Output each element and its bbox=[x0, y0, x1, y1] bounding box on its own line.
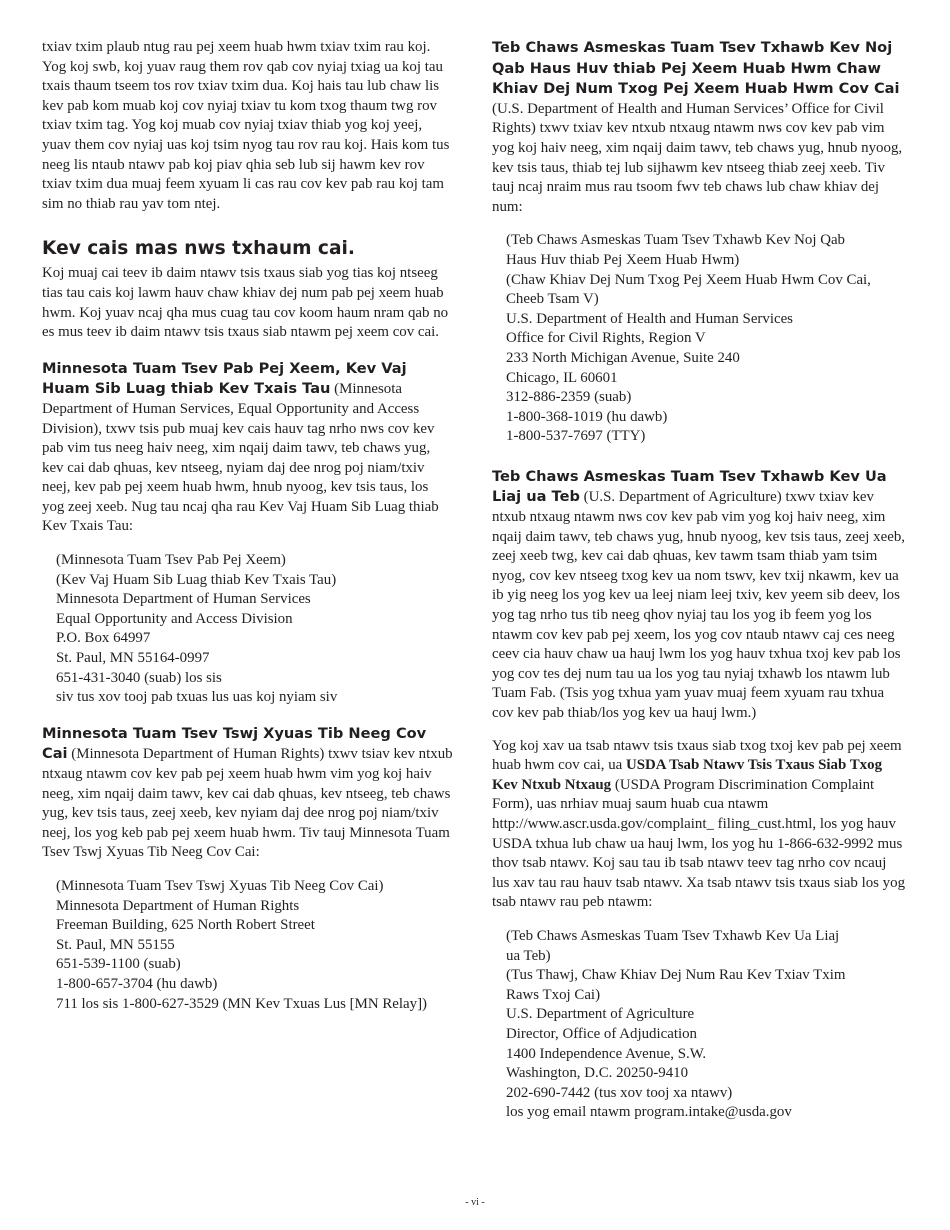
mn-dhr-heading: Minnesota Tuam Tsev Tswj Xyuas Tib Neeg Cov Cai bbox=[42, 724, 427, 763]
hhs-block bbox=[492, 38, 906, 447]
usda-form-paragraph bbox=[492, 737, 906, 913]
phone-line: 1-800-368-1019 (hu dawb) bbox=[506, 408, 668, 425]
mn-dhr-paragraph bbox=[42, 724, 453, 863]
address-line: U.S. Department of Agriculture bbox=[506, 1006, 695, 1023]
hhs-paragraph bbox=[492, 38, 906, 217]
address-line: 1400 Independence Avenue, S.W. bbox=[506, 1045, 707, 1062]
right-column bbox=[492, 38, 906, 1123]
intro-paragraph: txiav txim plaub ntug rau pej xeem huab hwm txiav txim rau koj. Yog koj swb, koj yuav raug them rov qab cov nyiaj txiag ua koj tau txais thaum tseem tos rov txiav txim dua. Koj hais tau lub chaw lis kev pab kom muab koj cov nyiaj txiav tu kom txog thaum twg rov txiav txim tag. Yog koj muab cov nyiaj txiav thiab yog koj yeej, yuav them cov nyiaj uas koj tsim nyog tau rov rau koj. Hais kom tus neeg lis ntaub ntawv pab koj piav qhia seb lub sij hawm kev rov txiav txim dua muaj feem xyuam li cas rau cov kev pab rau koj tam sim no thiab rau yav tom ntej. bbox=[42, 39, 450, 212]
address-line: Cheeb Tsam V) bbox=[506, 291, 599, 308]
section-title: Kev cais mas nws txhaum cai. bbox=[42, 238, 355, 260]
address-line: Washington, D.C. 20250-9410 bbox=[506, 1065, 689, 1082]
usda-paragraph bbox=[492, 467, 906, 724]
hhs-address bbox=[492, 231, 906, 447]
address-line: Raws Txoj Cai) bbox=[506, 986, 601, 1003]
phone-line: 202-690-7442 (tus xov tooj xa ntawv) bbox=[506, 1084, 733, 1101]
address-line: (Kev Vaj Huam Sib Luag thiab Kev Txais Tau) bbox=[56, 571, 337, 588]
phone-line: 651-539-1100 (suab) bbox=[56, 956, 181, 973]
address-line: Director, Office of Adjudication bbox=[506, 1025, 697, 1042]
usda-form-pre: Yog koj xav ua tsab ntawv tsis txaus siab txog txoj kev pab pej xeem huab hwm cov cai, ua bbox=[492, 737, 902, 774]
address-line: Minnesota Department of Human Services bbox=[56, 591, 311, 608]
left-column bbox=[42, 38, 453, 1014]
address-line: Equal Opportunity and Access Division bbox=[56, 610, 293, 627]
section-paragraph: Koj muaj cai teev ib daim ntawv tsis txaus siab yog tias koj ntseeg tias tau cais koj lawm hauv chaw khiav dej num pab pej xeem huab hwm. Koj yuav ncaj qha mus cuag tau cov koom haum nram qab no es mus teev ib daim ntawv tsis txaus siab ntawm pej xeem cov cai. bbox=[42, 265, 449, 341]
address-line: P.O. Box 64997 bbox=[56, 630, 151, 647]
usda-block bbox=[492, 467, 906, 1123]
address-line: (Minnesota Tuam Tsev Pab Pej Xeem) bbox=[56, 552, 286, 569]
phone-line: 1-800-537-7697 (TTY) bbox=[506, 428, 646, 445]
address-line: siv tus xov tooj pab txuas lus uas koj nyiam siv bbox=[56, 689, 338, 706]
address-line: U.S. Department of Health and Human Services bbox=[506, 310, 793, 327]
usda-heading: Teb Chaws Asmeskas Tuam Tsev Txhawb Kev Ua Liaj ua Teb bbox=[492, 467, 887, 506]
address-line: (Chaw Khiav Dej Num Txog Pej Xeem Huab Hwm Cov Cai, bbox=[506, 271, 871, 288]
mn-dhs-block bbox=[42, 359, 453, 708]
page-number: - vi - bbox=[465, 1197, 485, 1208]
address-line: (Teb Chaws Asmeskas Tuam Tsev Txhawb Kev Ua Liaj bbox=[506, 927, 840, 944]
address-line: St. Paul, MN 55155 bbox=[56, 936, 175, 953]
hhs-heading: Teb Chaws Asmeskas Tuam Tsev Txhawb Kev Noj Qab Haus Huv thiab Pej Xeem Huab Hwm Chaw Khiav Dej Num Txog Pej Xeem Huab Hwm Cov Cai bbox=[492, 39, 900, 98]
address-line: Haus Huv thiab Pej Xeem Huab Hwm) bbox=[506, 251, 740, 268]
mn-dhs-heading: Minnesota Tuam Tsev Pab Pej Xeem, Kev Vaj Huam Sib Luag thiab Kev Txais Tau bbox=[42, 359, 407, 398]
usda-form-title: USDA Tsab Ntawv Tsis Txaus Siab Txog Kev Ntxub Ntxaug bbox=[492, 757, 883, 793]
address-line: (Tus Thawj, Chaw Khiav Dej Num Rau Kev Txiav Txim bbox=[506, 967, 846, 984]
address-line: St. Paul, MN 55164-0997 bbox=[56, 650, 210, 667]
mn-dhr-block bbox=[42, 724, 453, 1014]
usda-form-post: (USDA Program Discrimination Complaint Form), uas nrhiav muaj saum huab cua ntawm http://www.ascr.usda.gov/complaint_ filing_cust.html, los yog hauv USDA txhua lub chaw ua hauj lwm, los yog hu 1-866-632-9992 mus thov tsab ntawv. Koj sau tau ib tsab ntawv teev tag nrho cov ncauj lus xav tau rau hauv tsab ntawv. Xa tsab ntawv tsis txaus siab los yog tsab ntawv rau peb ntawm: bbox=[492, 776, 906, 911]
mn-dhs-paragraph bbox=[42, 359, 453, 537]
usda-text: (U.S. Department of Agriculture) txwv txiav kev ntxub ntxaug ntawm nws cov kev pab vim yog koj haiv neeg, xim nqaij daim tawv, teb chaws yug, hnub nyoog, kev tsis taus, zeej xeeb, zeej xeeb twg, kev cai dab qhuas, kev tawm tsam thiab yam tsim nyog, cov kev ntseeg txog kev ua nom tswv, kev txij nkawm, kev ua ib yig neeg los yog kev ua leej niam leej txiv, kev yeem sib deev, los yog tag nrho tus tib neeg qhov nyiaj tau los yog ib feem yog los ntawm cov kev pab pej xeem, los yog cov ntaub ntawv caj ces neeg ceev cia hauv chaw ua hauj lwm los yog hauv txhua txoj kev pab los yog cov tes dej num tau ua los yog tau nyiaj txhawb los ntawm lub Tuam Fab. (Tsis yog txhua yam yuav muaj feem xyuam rau txhua cov kev pab thiab/los yog kev ua hauj lwm.) bbox=[492, 489, 905, 721]
phone-line: 312-886-2359 (suab) bbox=[506, 389, 632, 406]
mn-dhs-address bbox=[42, 551, 453, 708]
address-line: Minnesota Department of Human Rights bbox=[56, 897, 300, 914]
address-line: Chicago, IL 60601 bbox=[506, 369, 618, 386]
address-line: Office for Civil Rights, Region V bbox=[506, 330, 706, 347]
address-line: 233 North Michigan Avenue, Suite 240 bbox=[506, 349, 740, 366]
address-line: (Minnesota Tuam Tsev Tswj Xyuas Tib Neeg Cov Cai) bbox=[56, 877, 384, 894]
phone-line: 651-431-3040 (suab) los sis bbox=[56, 669, 222, 686]
usda-address bbox=[492, 927, 906, 1123]
phone-line: 1-800-657-3704 (hu dawb) bbox=[56, 975, 218, 992]
address-line: ua Teb) bbox=[506, 947, 551, 964]
hhs-text: (U.S. Department of Health and Human Services’ Office for Civil Rights) txwv txiav kev ntxub ntxaug ntawm nws cov kev pab vim yog koj haiv neeg, xim nqaij daim tawv, teb chaws yug, hnub nyoog, kev tsis taus, thiab tej lub sijhawm kev ntseeg thiab zeej xeeb. Tiv tauj ncaj nraim mus rau tsoom fwv teb chaws lub chaw khiav dej num: bbox=[492, 100, 903, 215]
mn-dhs-text: (Minnesota Department of Human Services, Equal Opportunity and Access Division), txwv tsis pub muaj kev cais hauv tag nrho nws cov kev pab vim tus neeg haiv neeg, xim nqaij daim tawv, teb chaws yug, kev cai dab qhuas, kev ntseeg, nyiam daj dee nrog poj niam/txiv neej, kev pab pej xeem huab hwm, hnub nyoog, kev tsis taus, los yog zeej xeeb. Nug tau ncaj qha rau Kev Vaj Huam Sib Luag thiab Kev Txais Tau: bbox=[42, 381, 439, 535]
email-line: los yog email ntawm program.intake@usda.gov bbox=[506, 1104, 792, 1121]
address-line: Freeman Building, 625 North Robert Street bbox=[56, 917, 315, 934]
mn-dhr-address bbox=[42, 877, 453, 1014]
phone-line: 711 los sis 1-800-627-3529 (MN Kev Txuas Lus [MN Relay]) bbox=[56, 995, 427, 1012]
address-line: (Teb Chaws Asmeskas Tuam Tsev Txhawb Kev Noj Qab bbox=[506, 232, 845, 249]
mn-dhr-text: (Minnesota Department of Human Rights) txwv tsiav kev ntxub ntxaug ntawm cov kev pab pej xeem huab hwm vim yog koj haiv neeg, xim nqaij daim tawv, kev cai dab qhuas, kev ntseeg, teb chaws yug, kev tsis taus, zeej xeeb, kev nyiam daj dee nrog poj niam/txiv neej, los yog keb pab pej xeem huab hwm. Tiv tauj Minnesota Tuam Tsev Tswj Xyuas Tib Neeg Cov Cai: bbox=[42, 746, 453, 861]
